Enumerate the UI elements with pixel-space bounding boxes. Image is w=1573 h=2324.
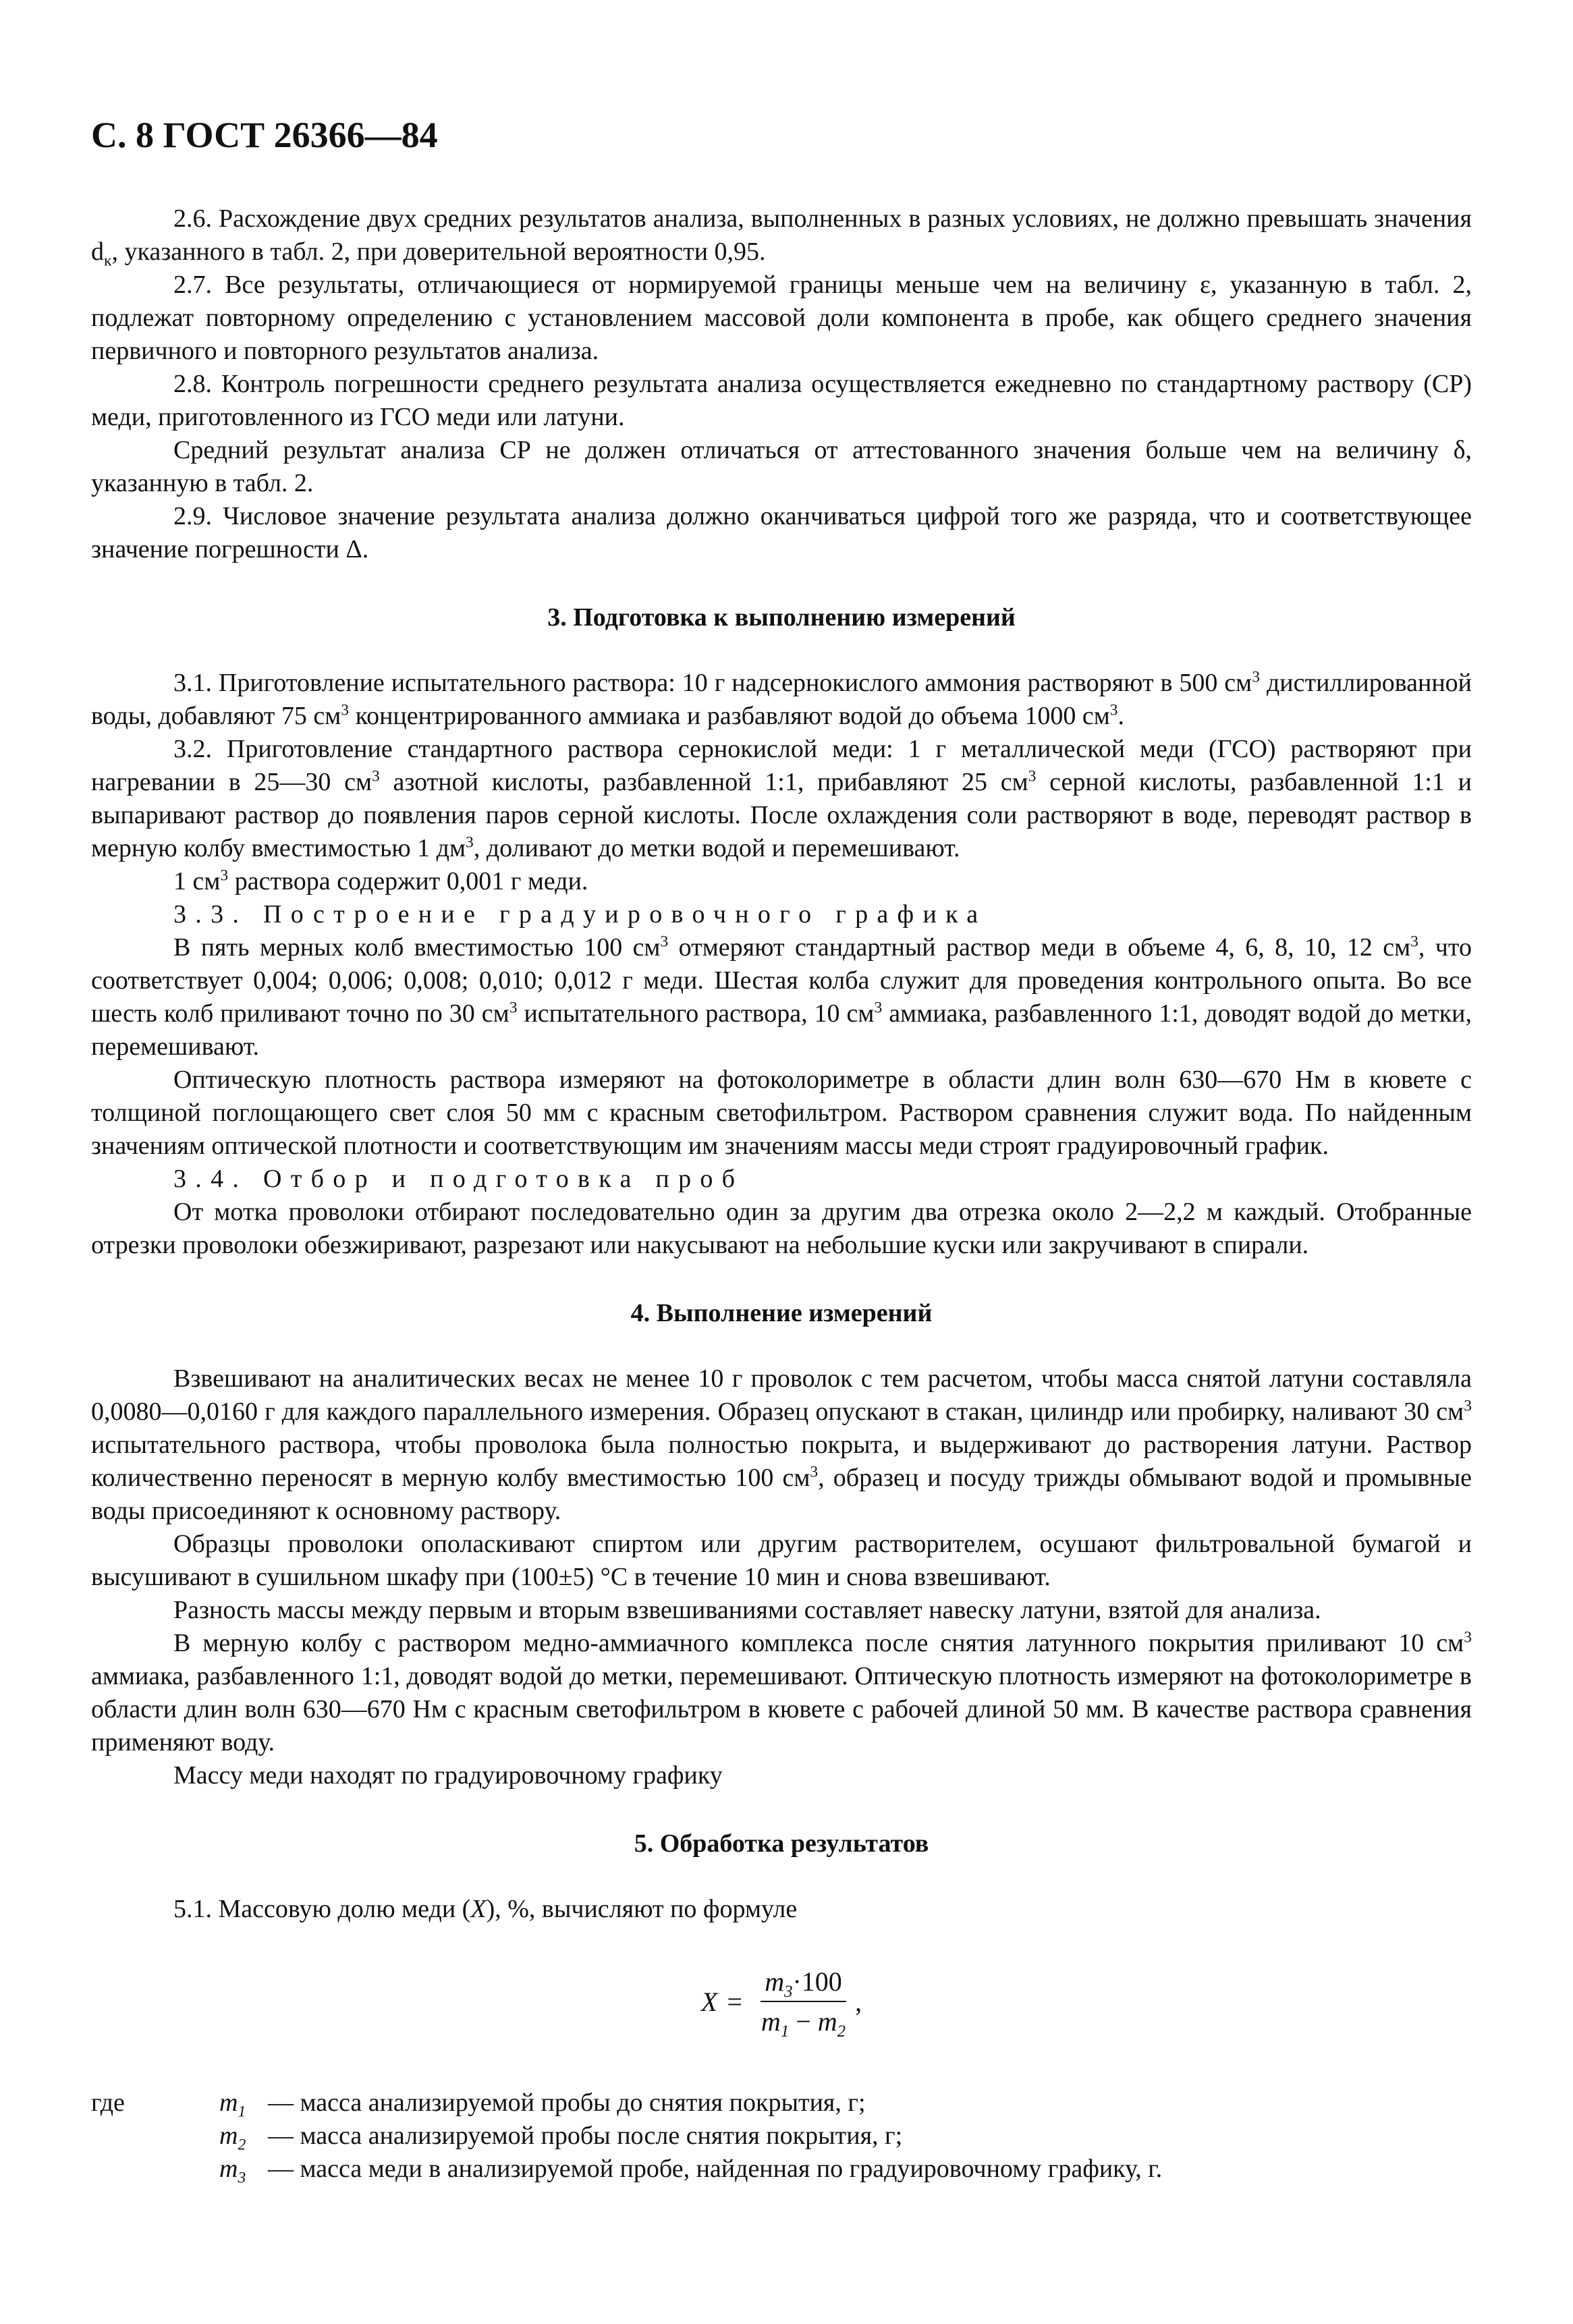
section-4-title: 4. Выполнение измерений: [630, 1299, 933, 1327]
formula-numerator: $m_3\cdot 100$: [761, 1965, 846, 2002]
paragraph-2-8: 2.8. Контроль погрешности среднего результата анализа осуществляется ежедневно по стандартному раствору (СР) меди, приготовленного из ГСО меди или латуни.: [91, 370, 1472, 431]
formula-denominator: $m_1 - m_2$: [761, 2006, 846, 2041]
paragraph-2-6: 2.6. Расхождение двух средних результатов анализа, выполненных в разных условиях, не должно превышать значения $d_к$, указанного в табл. 2, при доверительной вероятности 0,95.: [91, 204, 1472, 270]
formula-equals: =: [727, 1986, 742, 2017]
formula-lhs: X: [700, 1986, 718, 2017]
subsection-3-3-title: 3.3. Построение градуировочного графика: [173, 900, 987, 929]
formula-tail: ,: [855, 1986, 862, 2017]
section-5-title: 5. Обработка результатов: [634, 1829, 929, 1858]
paragraph-3-3: В пять мерных колб вместимостью 100 $см^3$ отмеряют стандартный раствор меди в объеме 4, 6, 8, 10, 12 $см^3$, что соответствует 0,004; 0,006; 0,008; 0,010; 0,012 г меди. Шестая колба служит для проведения контрольного опыта. Во все шесть колб приливают точно по 30 $см^3$ испытательного раствора, 10 $см^3$ аммиака, разбавленного 1:1, доводят водой до метки, перемешивают.: [91, 933, 1472, 1061]
legend-item-m1: где $m_1$ — масса анализируемой пробы до снятия покрытия, г;: [91, 2088, 866, 2121]
paragraph-2-9: 2.9. Числовое значение результата анализа должно оканчиваться цифрой того же разряда, что и соответствующее значение погрешности Δ.: [91, 502, 1472, 563]
subsection-3-4-title: 3.4. Отбор и подготовка проб: [173, 1165, 744, 1193]
paragraph-3-2-note: 1 $см^3$ раствора содержит 0,001 г меди.: [173, 866, 588, 895]
paragraph-2-7: 2.7. Все результаты, отличающиеся от нормируемой границы меньше чем на величину ε, указанную в табл. 2, подлежат повторному определению с установлением массовой доли компонента в пробе, как общего среднего значения первичного и повторного результатов анализа.: [91, 271, 1472, 365]
page-header: С. 8 ГОСТ 26366—84: [91, 115, 438, 155]
paragraph-3-1: 3.1. Приготовление испытательного раствора: 10 г надсернокислого аммония растворяют в 500 $см^3$ дистиллированной воды, добавляют 75 $см^3$ концентрированного аммиака и разбавляют водой до объема 1000 $см^3$.: [91, 668, 1472, 730]
paragraph-3-2: 3.2. Приготовление стандартного раствора сернокислой меди: 1 г металлической меди (ГСО) растворяют при нагревании в 25—30 $см^3$ азотной кислоты, разбавленной 1:1, прибавляют 25 $см^3$ серной кислоты, разбавленной 1:1 и выпаривают раствор до появления паров серной кислоты. После охлаждения соли растворяют в воде, переводят раствор в мерную колбу вместимостью 1 $дм^3$, доливают до метки водой и перемешивают.: [91, 735, 1472, 862]
variable-legend: [91, 2086, 1472, 2186]
paragraph-5-1: 5.1. Массовую долю меди (X), %, вычисляют по формуле: [173, 1895, 798, 1923]
paragraph-3-4: От мотка проволоки отбирают последовательно один за другим два отрезка около 2—2,2 м каждый. Отобранные отрезки проволоки обезжиривают, разрезают или накусывают на небольшие куски или закручивают в спирали.: [91, 1198, 1472, 1259]
paragraph-4-5: Массу меди находят по градуировочному графику: [173, 1761, 723, 1790]
paragraph-4-4: В мерную колбу с раствором медно-аммиачного комплекса после снятия латунного покрытия приливают 10 $см^3$ аммиака, разбавленного 1:1, доводят водой до метки, перемешивают. Оптическую плотность измеряют на фотоколориметре в области длин волн 630—670 Нм с красным светофильтром в кювете с рабочей длиной 50 мм. В качестве раствора сравнения применяют воду.: [91, 1628, 1472, 1756]
paragraph-3-3-b: Оптическую плотность раствора измеряют на фотоколориметре в области длин волн 630—670 Нм в кювете с толщиной поглощающего свет слоя 50 мм с красным светофильтром. Раствором сравнения служит вода. По найденным значениям оптической плотности и соответствующим им значениям массы меди строят градуировочный график.: [91, 1066, 1472, 1160]
paragraph-4-1: Взвешивают на аналитических весах не менее 10 г проволок с тем расчетом, чтобы масса снятой латуни составляла 0,0080—0,0160 г для каждого параллельного измерения. Образец опускают в стакан, цилиндр или пробирку, наливают 30 $см^3$ испытательного раствора, чтобы проволока была полностью покрыта, и выдерживают до растворения латуни. Раствор количественно переносят в мерную колбу вместимостью 100 $см^3$, образец и посуду трижды обмывают водой и промывные воды присоединяют к основному раствору.: [91, 1364, 1472, 1525]
formula-fraction: [757, 1965, 850, 2041]
legend-item-m3: $m_3$ — масса меди в анализируемой пробе, найденная по градуировочному графику, г.: [219, 2155, 1163, 2187]
paragraph-4-3: Разность массы между первым и вторым взвешиваниями составляет навеску латуни, взятой для анализа.: [173, 1596, 1321, 1624]
paragraph-2-8-b: Средний результат анализа СР не должен отличаться от аттестованного значения больше чем на величину δ, указанную в табл. 2.: [91, 436, 1472, 497]
copper-fraction-formula: [91, 1965, 1472, 2046]
document-body: [91, 202, 1472, 2186]
paragraph-4-2: Образцы проволоки ополаскивают спиртом или другим растворителем, осушают фильтровальной бумагой и высушивают в сушильном шкафу при (100±5) °С в течение 10 мин и снова взвешивают.: [91, 1530, 1472, 1591]
section-3-title: 3. Подготовка к выполнению измерений: [547, 603, 1016, 632]
legend-item-m2: $m_2$ — масса анализируемой пробы после снятия покрытия, г;: [219, 2122, 903, 2154]
